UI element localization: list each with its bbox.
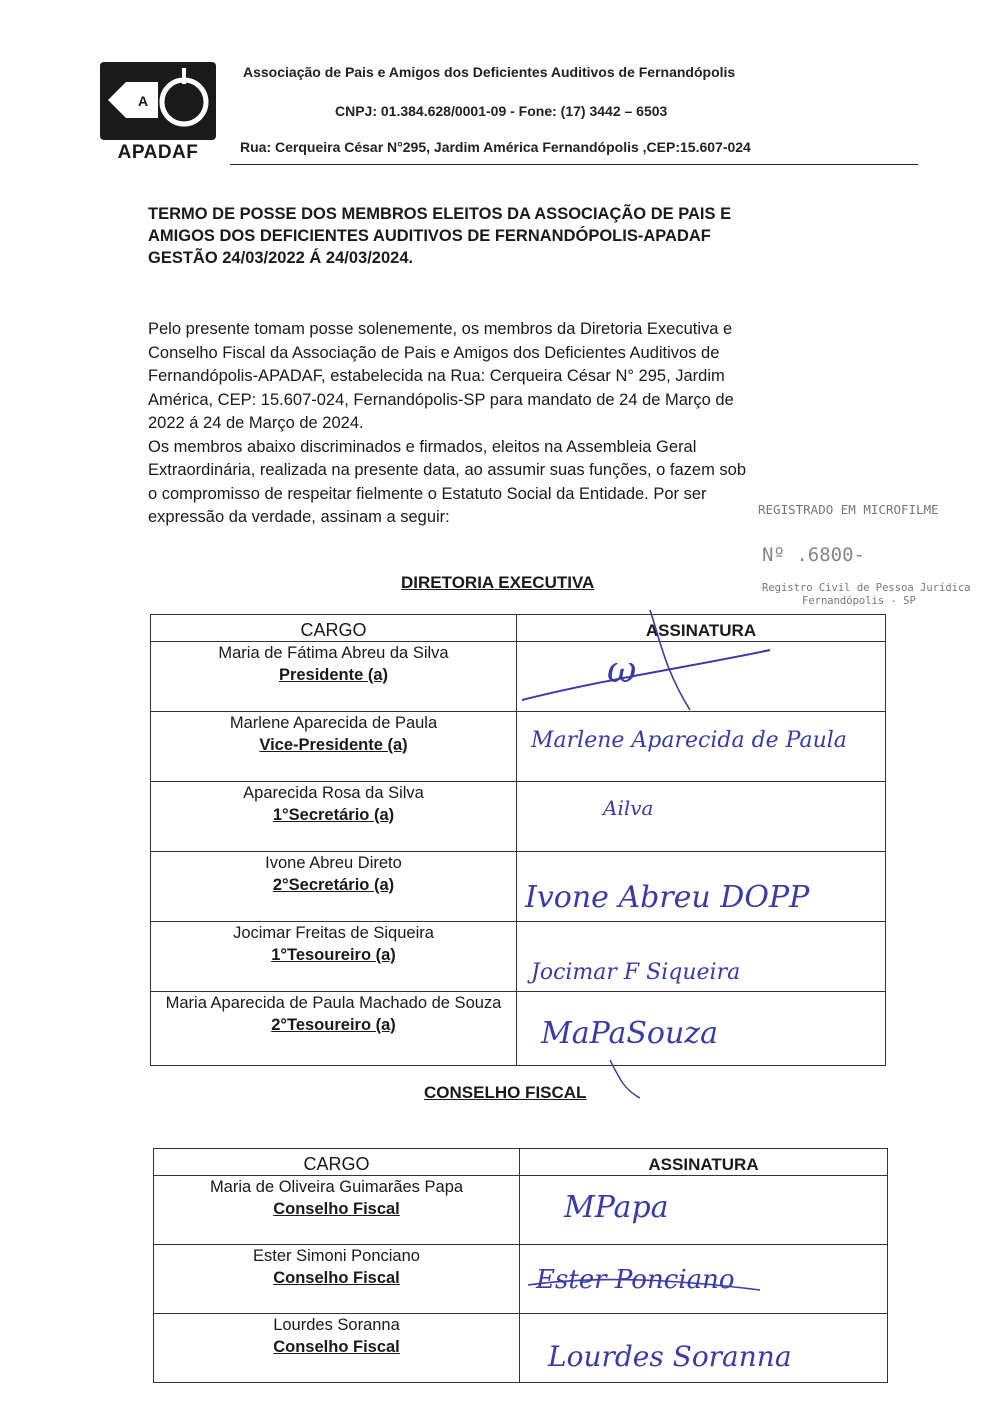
signature-cell [517, 712, 886, 782]
member-name: Marlene Aparecida de Paula [229, 714, 438, 732]
table-row [151, 922, 886, 992]
body-line: expressão da verdade, assinam a seguir: [148, 508, 450, 526]
col-cargo-header: CARGO [154, 1149, 520, 1176]
ear-emblem-icon [100, 62, 216, 140]
stamp-registry-line1: Registro Civil de Pessoa Jurídica [762, 582, 971, 594]
org-address: Rua: Cerqueira César N°295, Jardim América Fernandópolis ,CEP:15.607-024 [240, 139, 751, 155]
table-row [151, 642, 886, 712]
member-name: Lourdes Soranna [273, 1316, 400, 1334]
table-header-row [154, 1149, 888, 1176]
signature-cell [517, 922, 886, 992]
signature-cell [520, 1314, 888, 1383]
member-role: Conselho Fiscal [273, 1200, 400, 1218]
body-line: Pelo presente tomam posse solenemente, os membros da Diretoria Executiva e [148, 320, 733, 338]
signature-cell [520, 1245, 888, 1314]
table-row [154, 1245, 888, 1314]
cargo-cell [151, 992, 517, 1066]
stamp-number: Nº .6800- [762, 544, 865, 566]
apadaf-logo [100, 62, 216, 162]
member-role: 1°Tesoureiro (a) [271, 946, 396, 964]
body-line: Extraordinária, realizada na presente data, ao assumir suas funções, o fazem sob [148, 461, 746, 479]
cargo-cell [151, 922, 517, 992]
member-role: Conselho Fiscal [273, 1269, 400, 1287]
cargo-cell [151, 712, 517, 782]
table-row [151, 852, 886, 922]
table-row [154, 1314, 888, 1383]
signature: Ailva [603, 796, 654, 820]
title-line: TERMO DE POSSE DOS MEMBROS ELEITOS DA ASSOCIAÇÃO DE PAIS E [148, 205, 732, 223]
body-line: Os membros abaixo discriminados e firmados, eleitos na Assembleia Geral [148, 437, 697, 456]
member-role: 2°Secretário (a) [272, 876, 395, 894]
member-name: Maria de Oliveira Guimarães Papa [209, 1178, 464, 1196]
signature: Marlene Aparecida de Paula [531, 728, 847, 753]
body-line: 2022 á 24 de Março de 2024. [148, 414, 364, 432]
member-role: 1°Secretário (a) [272, 806, 395, 824]
table-header-row [151, 615, 886, 642]
signature: ω [607, 650, 637, 691]
signature: MaPaSouza [541, 1016, 718, 1051]
logo-text: APADAF [117, 142, 199, 163]
member-role: Presidente (a) [278, 666, 389, 684]
table-row [151, 712, 886, 782]
cnpj-phone: CNPJ: 01.384.628/0001-09 - Fone: (17) 3442 – 6503 [335, 103, 668, 119]
member-name: Ivone Abreu Direto [265, 854, 402, 872]
signature: Jocimar F Siqueira [531, 960, 741, 985]
table-row [151, 992, 886, 1066]
conselho-table [153, 1148, 888, 1383]
signature: Lourdes Soranna [548, 1340, 792, 1373]
signature: MPapa [564, 1190, 669, 1225]
stamp-registry-line2: Fernandópolis - SP [802, 595, 916, 607]
member-name: Maria de Fátima Abreu da Silva [218, 644, 449, 662]
col-assinatura-header: ASSINATURA [520, 1149, 888, 1176]
signature-cell [517, 782, 886, 852]
body-line: América, CEP: 15.607-024, Fernandópolis-SP para mandato de 24 de Março de [148, 390, 734, 409]
member-role: Vice-Presidente (a) [259, 736, 408, 754]
member-role: Conselho Fiscal [273, 1338, 400, 1356]
document-title [148, 203, 888, 269]
title-line: AMIGOS DOS DEFICIENTES AUDITIVOS DE FERNANDÓPOLIS-APADAF [148, 227, 711, 245]
cargo-cell [154, 1245, 520, 1314]
title-line: GESTÃO 24/03/2022 Á 24/03/2024. [148, 249, 414, 267]
signature-cell [517, 642, 886, 712]
body-line: Fernandópolis-APADAF, estabelecida na Rua: Cerqueira César N° 295, Jardim [148, 367, 725, 385]
diretoria-table [150, 614, 886, 1066]
table-row [151, 782, 886, 852]
conselho-title: CONSELHO FISCAL [424, 1083, 587, 1102]
signature: Ivone Abreu DOPP [525, 880, 810, 915]
body-line: o compromisso de respeitar fielmente o Estatuto Social da Entidade. Por ser [148, 484, 707, 503]
signature-cell [520, 1176, 888, 1245]
cargo-cell [151, 852, 517, 922]
body-line: Conselho Fiscal da Associação de Pais e Amigos dos Deficientes Auditivos de [148, 343, 720, 362]
col-cargo-header: CARGO [151, 615, 517, 642]
svg-text:A: A [138, 93, 149, 109]
logo-emblem [100, 62, 216, 140]
member-role: 2°Tesoureiro (a) [271, 1016, 396, 1034]
member-name: Ester Simoni Ponciano [253, 1247, 420, 1265]
signature-cell [517, 852, 886, 922]
member-name: Aparecida Rosa da Silva [243, 784, 424, 802]
col-assinatura-header: ASSINATURA [517, 615, 886, 642]
stamp-registered: REGISTRADO EM MICROFILME [758, 502, 939, 517]
table-row [154, 1176, 888, 1245]
signature-cell [517, 992, 886, 1066]
member-name: Jocimar Freitas de Siqueira [233, 924, 434, 942]
signature: Ester Ponciano [536, 1265, 735, 1295]
diretoria-title: DIRETORIA EXECUTIVA [401, 573, 595, 592]
cargo-cell [151, 782, 517, 852]
org-name: Associação de Pais e Amigos dos Deficientes Auditivos de Fernandópolis [243, 64, 736, 80]
cargo-cell [154, 1314, 520, 1383]
cargo-cell [151, 642, 517, 712]
member-name: Maria Aparecida de Paula Machado de Souza [165, 994, 502, 1012]
body-paragraph [148, 318, 878, 530]
header-divider [230, 164, 918, 165]
cargo-cell [154, 1176, 520, 1245]
